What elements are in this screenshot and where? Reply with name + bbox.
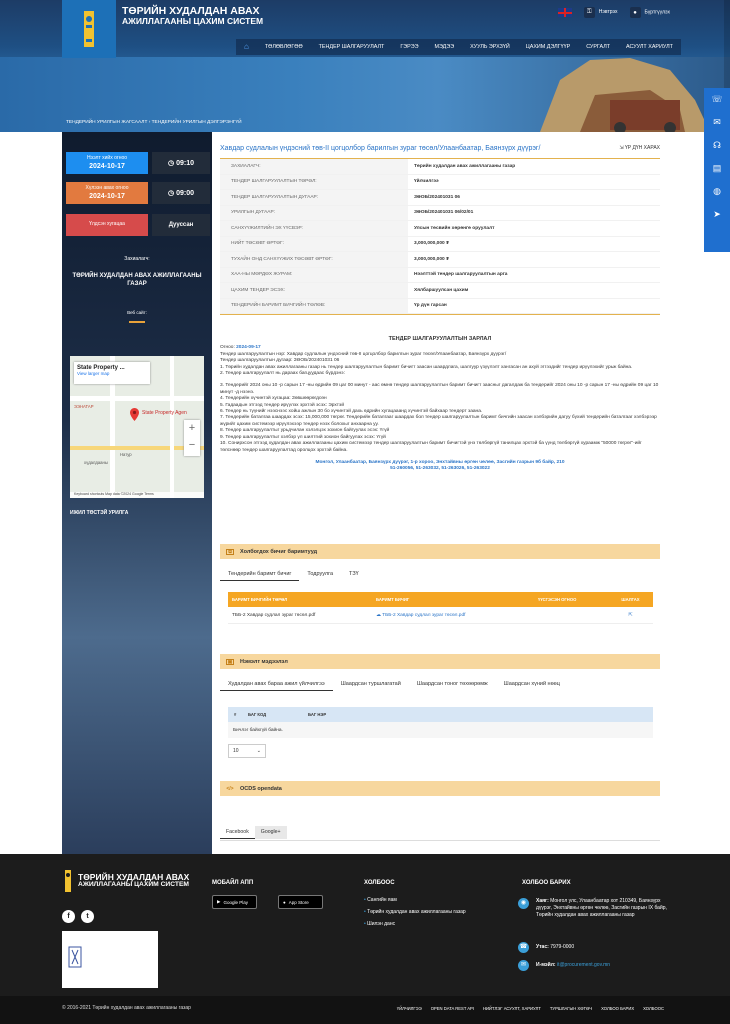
google-play-label: Google Play xyxy=(223,899,248,905)
open-date-box xyxy=(66,152,148,174)
info-value: Үйлчилгээ xyxy=(414,179,439,185)
location-icon: ◉ xyxy=(518,898,529,909)
link-glass-account[interactable]: • Шилэн данс xyxy=(364,918,466,930)
open-date-label: Нээлт хийх огноо xyxy=(86,155,128,161)
info-value: Хялбаршуулсан цахим xyxy=(414,287,469,293)
map-footer: Keyboard shortcuts Map data ©2024 Google Terms xyxy=(70,492,204,498)
zoom-in-icon[interactable]: + xyxy=(188,422,196,434)
briefcase-icon: ▣ xyxy=(227,658,233,665)
view-larger-map-link[interactable]: View larger map xyxy=(77,371,110,376)
close-time-value: 09:00 xyxy=(176,189,194,197)
info-key: ТЕНДЕРИЙН БАРИМТ БИЧГИЙН ТӨЛӨВ: xyxy=(220,299,408,314)
copyright: © 2016-2021 Төрийн худалдан авах ажиллагааны газар xyxy=(62,1005,191,1011)
nav-item-faq[interactable]: АСУУЛТ ХАРИУЛТ xyxy=(626,44,673,50)
tab-equipment[interactable]: Шаардсан тоног төхөөрөмж xyxy=(416,681,488,687)
info-value: 3,000,000,000 ₮ xyxy=(414,241,449,247)
site-brand[interactable] xyxy=(122,6,263,26)
bottom-link-faq[interactable]: НИЙТЛЭГ АСУУЛТ, ХАРИУЛТ xyxy=(483,1006,541,1011)
phone-value: 7979-0000 xyxy=(550,944,575,950)
contact-heading: ХОЛБОО БАРИХ xyxy=(522,880,571,886)
footer-seal-image xyxy=(62,931,158,988)
nav-item-news[interactable]: МЭДЭЭ xyxy=(434,44,455,50)
google-play-button[interactable] xyxy=(212,895,257,909)
contact-phone xyxy=(518,942,574,951)
website-label: Веб сайт: xyxy=(127,310,147,315)
map-road xyxy=(70,396,204,401)
view-result-label: ҮР ДҮН ХАРАХ xyxy=(624,145,660,151)
documents-tabs xyxy=(220,568,367,581)
announcement-phones: 51-260056, 51-263032, 51-263026, 51-263022 xyxy=(390,466,490,472)
nav-item-eshop[interactable]: ЦАХИМ ДЭЛГҮҮР xyxy=(525,44,571,50)
info-key: ХАА-НЫ МӨРДӨХ ЖУРАМ: xyxy=(220,268,408,283)
nav-item-contract[interactable]: ГЭРЭЭ xyxy=(400,44,419,50)
bottom-link-services[interactable]: ҮЙЛЧИЛГЭЭ xyxy=(396,1006,422,1011)
map-road xyxy=(170,356,174,498)
divider xyxy=(129,321,145,323)
announcement-address: Монгол, Улаанбаатар, Баянзүрх дүүрэг, 1-р хороо, Энхтайвны өргөн чөлөө, Засгийн газрын 9б байр, 210 xyxy=(315,459,565,465)
ocds-title: OCDS opendata xyxy=(240,785,282,792)
doc-file-name: ТББ-2 Хавдар судлал зураг төсөл.pdf xyxy=(382,612,466,618)
bottom-links xyxy=(397,1006,664,1011)
orderer-card xyxy=(68,256,206,346)
footer-logo[interactable] xyxy=(62,870,189,892)
cloud-download-icon: ☁ xyxy=(376,612,381,618)
orderer-label: Захиалагч: xyxy=(124,256,150,262)
announcement xyxy=(220,336,660,473)
table-header xyxy=(228,707,653,722)
telegram-icon[interactable]: ➤ xyxy=(713,209,721,219)
col-check: ШАЛГАХ xyxy=(621,597,640,602)
chat-icon[interactable]: ☏ xyxy=(711,94,723,104)
announcement-line: 7. Тендерийн баталгаа шаардах эсэх: 15,000,000 төгрөг. Тендерийн баталгааг шаардах бол тендер шалгаруулалтын баримт бичгийн заасан хэлбэрийн дагуу бүхий тендерийн баталгааг хэлбэрээр жүрийг цахим системээр ирүүлэхээр тендер нээх болохыг анхаарна уу. xyxy=(220,415,657,427)
info-key: ТУХАЙН ОНД САНХҮҮЖИХ ТӨСӨВТ ӨРТӨГ: xyxy=(220,252,408,267)
info-row xyxy=(220,159,660,175)
tab-goods-services[interactable]: Худалдан авах бараа ажил үйлчилгээ xyxy=(220,678,333,691)
documents-title: Холбогдох бичиг баримтууд xyxy=(240,548,318,555)
date-value: 2024-09-17 xyxy=(236,345,261,351)
page-size-select[interactable] xyxy=(228,744,266,758)
code-icon: </> xyxy=(226,785,234,792)
bottom-link-links[interactable]: ХОЛБООС xyxy=(643,1006,664,1011)
open-time-value: 09:10 xyxy=(176,159,194,167)
info-row xyxy=(220,283,660,299)
map-place-card xyxy=(74,362,150,384)
open-date-value: 2024-10-17 xyxy=(89,163,125,170)
documents-table xyxy=(228,592,653,624)
register-link[interactable] xyxy=(630,7,670,18)
brand-line-2: АЖИЛЛАГААНЫ ЦАХИМ СИСТЕМ xyxy=(122,16,264,26)
bottom-link-guide[interactable]: ТУРШЛАГЫН ХӨТӨЧ xyxy=(549,1006,593,1011)
footer-links xyxy=(364,894,466,930)
tab-facebook[interactable]: Facebook xyxy=(220,826,255,839)
extra-info-tabs xyxy=(220,678,568,691)
announcement-line: 6. Тендер нь түүнийг нээснээс хойш ажлын 30 бо хүчинтэй дахь өдрийн хугацааанд хүчинтэй байхаар тендерт заана. xyxy=(220,409,483,415)
social-tabs xyxy=(220,826,287,839)
mobile-app-heading: МОБАЙЛ АПП xyxy=(212,880,254,886)
info-value: ЗӨОБ/202401031 06 xyxy=(414,194,460,200)
seal-mark xyxy=(67,946,83,968)
nav-item-plan[interactable]: ТӨЛӨВЛӨГӨӨ xyxy=(264,44,303,50)
doc-type-cell: ТББ-2 Хавдар судлал зураг төсөл.pdf xyxy=(232,612,316,618)
col-doc: БАРИМТ БИЧИГ xyxy=(376,597,410,602)
info-key: САНХҮҮЖИЛТИЙН ЭХ ҮҮСВЭР: xyxy=(220,221,408,236)
view-result-button[interactable]: ⇲ ҮР ДҮН ХАРАХ xyxy=(619,145,660,151)
google-map[interactable] xyxy=(70,356,204,498)
announcement-line: 1. Төрийн худалдан авах ажиллагааны газар нь тендер шалгаруулалтын баримт бичигт заасан шаардлага, шалгуур үзүүлэлт хангасан ан ахуй этгээдийг тендер ирүүлэхийг урьж байна. xyxy=(220,364,633,370)
register-label: Бүртгүүлэх xyxy=(644,9,670,16)
app-store-button[interactable] xyxy=(278,895,323,909)
map-pin-label: State Property Agen xyxy=(142,410,187,416)
support-icon[interactable]: ☊ xyxy=(713,140,721,150)
footer-social xyxy=(62,910,94,923)
announcement-line: 10. Сонирхсон этгээд худалдан авах ажиллагааны цахим системээр тендер шалгаруулалтын баримт бичигтэй үнэ төлбөргүй танилцах эрхтэй ба үүнд төлбөргүй хураамж "50000 төгрөг"-ийг төлснөөр тендер шалгаруулалтад оролцох эрхтэй байна. xyxy=(220,441,642,453)
table-header xyxy=(228,592,653,607)
facebook-icon[interactable]: f xyxy=(62,910,75,923)
documents-panel-header[interactable] xyxy=(220,544,660,559)
footer-brand-line-1: ТӨРИЙН ХУДАЛДАН АВАХ xyxy=(78,871,190,882)
main-content xyxy=(212,132,672,854)
announcement-body xyxy=(220,352,660,454)
info-row xyxy=(220,206,660,222)
ocds-panel-header[interactable] xyxy=(220,781,660,796)
map-label: хүдалдааны xyxy=(84,460,108,465)
clipboard-icon[interactable]: ▤ xyxy=(712,163,722,173)
bottom-bar xyxy=(0,996,730,1024)
address-label: Хаяг: xyxy=(536,898,549,904)
page-title: Хавдар судлалын үндэсний төв-II цогцолбор барилгын зураг төсөл/Улаанбаатар, Баянзүрх дүүрэг/ xyxy=(220,145,541,152)
zoom-out-icon[interactable]: − xyxy=(188,439,196,451)
similar-invitations-heading[interactable]: ИЖИЛ ТӨСТЭЙ УРИЛГА xyxy=(70,510,129,516)
table-row xyxy=(228,607,653,624)
remaining-box xyxy=(66,214,148,236)
open-time: ◷ 09:10 xyxy=(152,152,210,174)
announcement-line: Тендер шалгаруулалтын нэр: Хавдар судлалын үндэсний төв-II цогцолбор барилгын зураг төсөл/Улаанбаатар, Баянзүрх дүүрэг/ xyxy=(220,351,507,357)
chevron-down-icon: ⌄ xyxy=(256,748,261,754)
sidebar xyxy=(62,132,212,854)
announcement-line: 4. Тендерийн хүчинтэй хугацаа: Зөвшөөрөгдсөн xyxy=(220,396,327,402)
close-date-box xyxy=(66,182,148,204)
map-place-title: State Property ... xyxy=(77,365,125,371)
info-row xyxy=(220,268,660,284)
bottom-link-api[interactable]: OPEN DATA REST API xyxy=(430,1006,475,1011)
col-doc-type: БАРИМТ БИЧГИЙН ТӨРӨЛ xyxy=(232,597,288,602)
nav-item-law[interactable]: ХУУЛЬ ЭРХЗҮЙ xyxy=(470,44,510,50)
footer xyxy=(0,854,730,996)
tab-clarification[interactable]: Тодруулга xyxy=(307,571,334,577)
col-created: ҮҮСГЭСЭН ОГНОО xyxy=(538,597,577,602)
info-value: ЗӨОБ/202401031 06/02/01 xyxy=(414,210,474,216)
info-row xyxy=(220,175,660,191)
contact-address xyxy=(518,898,668,919)
soyombo-logo[interactable] xyxy=(62,0,116,58)
key-icon: ⚿ xyxy=(584,7,595,18)
footer-brand-line-2: АЖИЛЛАГААНЫ ЦАХИМ СИСТЕМ xyxy=(78,881,189,888)
tab-human-resources[interactable]: Шаардсан хүний нөөц xyxy=(503,681,560,687)
col-package-code: БАГ КОД xyxy=(248,712,267,717)
info-key: УРИЛГЫН ДУГААР: xyxy=(220,206,408,221)
empty-message: Бичлэг байхгүй байна. xyxy=(228,722,653,738)
email-label: И-мэйл: xyxy=(536,962,556,968)
app-store-label: App Store xyxy=(288,899,309,905)
documents-icon: ⧉ xyxy=(226,549,234,555)
close-date-value: 2024-10-17 xyxy=(89,193,125,200)
info-value: Төрийн худалдан авах ажиллагааны газар xyxy=(414,163,516,169)
remaining-value: Дууссан xyxy=(152,214,210,236)
announcement-line: 8. Тендер шалгаруулалтыг урьдчилан хэлэлцэх зохион байгуулах эсэх: Үгүй xyxy=(220,428,390,434)
tender-info-table xyxy=(220,158,660,315)
play-icon: ▶ xyxy=(217,899,221,904)
email-icon: ✉ xyxy=(518,960,529,971)
announcement-line: 3. Тендерийг 2024 оны 10 -р сарын 17 -ны өдрийн 09 цаг 00 минут - аас өмнө тендер шалгаруулалтын баримт бичигт заасныг дагалдаж ба тендерийг 2024 оны 10 -р сарын 17 -ны өдрийн 09 цаг 10 минут -д нээнэ. xyxy=(220,383,659,395)
links-heading: ХОЛБООС xyxy=(364,880,395,886)
nav-item-tender[interactable]: ТЕНДЕР ШАЛГАРУУЛАЛТ xyxy=(318,44,385,50)
apple-icon: ● xyxy=(283,899,286,905)
phone-label: Утас: xyxy=(536,944,549,950)
tab-tender-docs[interactable]: Тендерийн баримт бичиг xyxy=(220,568,299,581)
info-key: НИЙТ ТӨСӨВТ ӨРТӨГ: xyxy=(220,237,408,252)
nav-item-training[interactable]: СУРГАЛТ xyxy=(586,44,611,50)
user-icon: ● xyxy=(630,7,641,18)
date-label: Огноо: xyxy=(220,345,237,351)
info-row xyxy=(220,221,660,237)
info-key: ЦАХИМ ТЕНДЕР ЭСЭХ: xyxy=(220,283,408,298)
announcement-line: 5. Гадаадын этгээд тендер ирүүлэх эрхтэй эсэх: Эрхтэй xyxy=(220,402,345,408)
close-date-label: Хүлээн авах огноо xyxy=(85,185,129,191)
divider xyxy=(220,840,660,841)
email-link[interactable]: it@procurement.gov.mn xyxy=(556,962,611,968)
login-link[interactable] xyxy=(584,7,618,18)
info-row xyxy=(220,190,660,206)
breadcrumb[interactable]: ТЕНДЕРИЙН УРИЛГЫН ЖАГСААЛТ › ТЕНДЕРИЙН УРИЛГЫН ДЭЛГЭРЭНГҮЙ xyxy=(66,120,242,125)
doc-file-link[interactable] xyxy=(376,613,538,618)
bottom-link-contact[interactable]: ХОЛБОО БАРИХ xyxy=(601,1006,635,1011)
header-banner xyxy=(0,0,730,132)
link-procurement-agency[interactable]: • Төрийн худалдан авах ажиллагааны газар xyxy=(364,906,466,918)
phone-icon: ☎ xyxy=(518,942,529,953)
remaining-label: Үлдсэн хугацаа xyxy=(89,221,125,227)
top-bar xyxy=(558,7,670,18)
info-key: ТЕНДЕР ШАЛГАРУУЛАЛТЫН ДУГААР: xyxy=(220,190,408,205)
tab-experience[interactable]: Шаардсан туршлагатай xyxy=(340,681,401,687)
tab-google-plus[interactable]: Google+ xyxy=(255,826,287,839)
page-size-value: 10 xyxy=(233,748,239,754)
map-pin-icon[interactable] xyxy=(130,408,139,421)
close-time: ◷ 09:00 xyxy=(152,182,210,204)
link-ministry-finance[interactable]: • Сангийн яам xyxy=(364,894,466,906)
main-nav xyxy=(236,39,681,55)
info-value: Нээлттэй тендер шалгаруулалтын арга xyxy=(414,272,508,278)
home-icon[interactable]: ⌂ xyxy=(244,42,249,51)
col-package-name: БАГ НЭР xyxy=(308,712,327,717)
announcement-title: ТЕНДЕР ШАЛГАРУУЛАЛТЫН ЗАРЛАЛ xyxy=(388,336,492,342)
extra-info-title: Нэмэлт мэдээлэл xyxy=(240,658,288,665)
announcement-line: 9. Тендер шалгаруулалтыг хэлбэр үл шилтгий зохион байгуулах эсэх: Үгүй xyxy=(220,434,386,440)
globe-icon[interactable]: ◍ xyxy=(713,186,721,196)
map-zoom-control[interactable] xyxy=(184,420,200,456)
info-value: 3,000,000,000 ₮ xyxy=(414,256,449,262)
info-value: Үр дүн гарсан xyxy=(414,303,447,309)
col-number: # xyxy=(234,712,237,717)
extra-info-panel-header[interactable] xyxy=(220,654,660,669)
brand-line-1: ТӨРИЙН ХУДАЛДАН АВАХ xyxy=(122,5,260,17)
announcement-line: Тендер шалгаруулалтын дугаар: ЗӨОБ/202401031 06 xyxy=(220,358,340,364)
soyombo-icon xyxy=(62,870,74,892)
english-flag-icon[interactable] xyxy=(558,8,572,17)
info-key: ЗАХИАЛАГЧ: xyxy=(220,159,408,174)
info-row xyxy=(220,299,660,315)
map-label: ЭЭНАТАР xyxy=(74,404,94,409)
login-label: Нэвтрэх xyxy=(598,9,618,15)
address-value: Монгол улс, Улаанбаатар хот 210349, Баянзүрх дүүрэг, Энхтайвны өргөн чөлөө, Засгийн газрын IX байр, Төрийн худалдан авах ажиллагааны газар xyxy=(536,898,667,918)
external-link-icon[interactable]: ⇱ xyxy=(628,612,633,618)
info-row xyxy=(220,252,660,268)
twitter-icon[interactable]: t xyxy=(81,910,94,923)
floating-toolbar xyxy=(704,88,730,252)
info-row xyxy=(220,237,660,253)
orderer-name[interactable]: ТӨРИЙН ХУДАЛДАН АВАХ АЖИЛЛАГААНЫ ГАЗАР xyxy=(72,273,202,287)
message-icon[interactable]: ✉ xyxy=(713,117,721,127)
map-label: Натур xyxy=(120,452,132,457)
info-value: Улсын төсвийн хөрөнгө оруулалт xyxy=(414,225,495,231)
packages-table xyxy=(228,707,653,738)
info-key: ТЕНДЕР ШАЛГАРУУЛАЛТЫН ТӨРӨЛ: xyxy=(220,175,408,190)
announcement-line: 2. Тендер шалгаруулалт нь дараах багцуудаас бүрдэнэ: xyxy=(220,371,345,377)
tab-tzu[interactable]: ТЗҮ xyxy=(349,571,359,577)
contact-email xyxy=(518,960,610,969)
